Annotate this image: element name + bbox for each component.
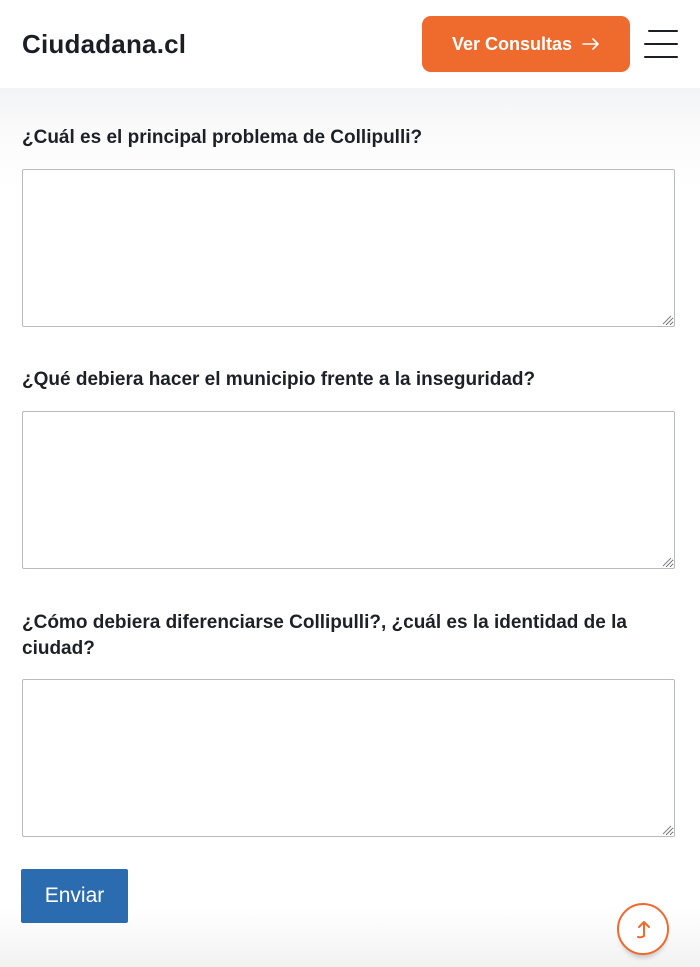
question-3-answer[interactable] — [22, 679, 675, 837]
ver-consultas-label: Ver Consultas — [451, 33, 573, 54]
menu-line — [644, 56, 678, 58]
ver-consultas-button[interactable] — [422, 16, 630, 72]
site-logo[interactable]: Ciudadana.cl — [22, 29, 187, 59]
site-header — [0, 0, 700, 88]
question-1-label: ¿Cuál es el principal problema de Collipulli? — [22, 127, 423, 148]
scroll-to-top-button[interactable] — [617, 903, 669, 955]
hamburger-menu-icon[interactable] — [644, 30, 678, 58]
question-2-label: ¿Qué debiera hacer el municipio frente a la inseguridad? — [22, 369, 536, 390]
question-2-answer[interactable] — [22, 411, 675, 569]
menu-line — [648, 30, 678, 32]
scroll-to-top-icon — [633, 918, 653, 940]
submit-button[interactable]: Enviar — [21, 869, 128, 923]
survey-form — [0, 88, 700, 967]
menu-line — [644, 43, 678, 45]
arrow-right-icon — [582, 37, 600, 51]
question-1-answer[interactable] — [22, 169, 675, 327]
header-actions — [422, 16, 678, 72]
question-3-label: ¿Cómo debiera diferenciarse Collipulli?, ¿cuál es la identidad de la ciudad? — [22, 612, 627, 659]
